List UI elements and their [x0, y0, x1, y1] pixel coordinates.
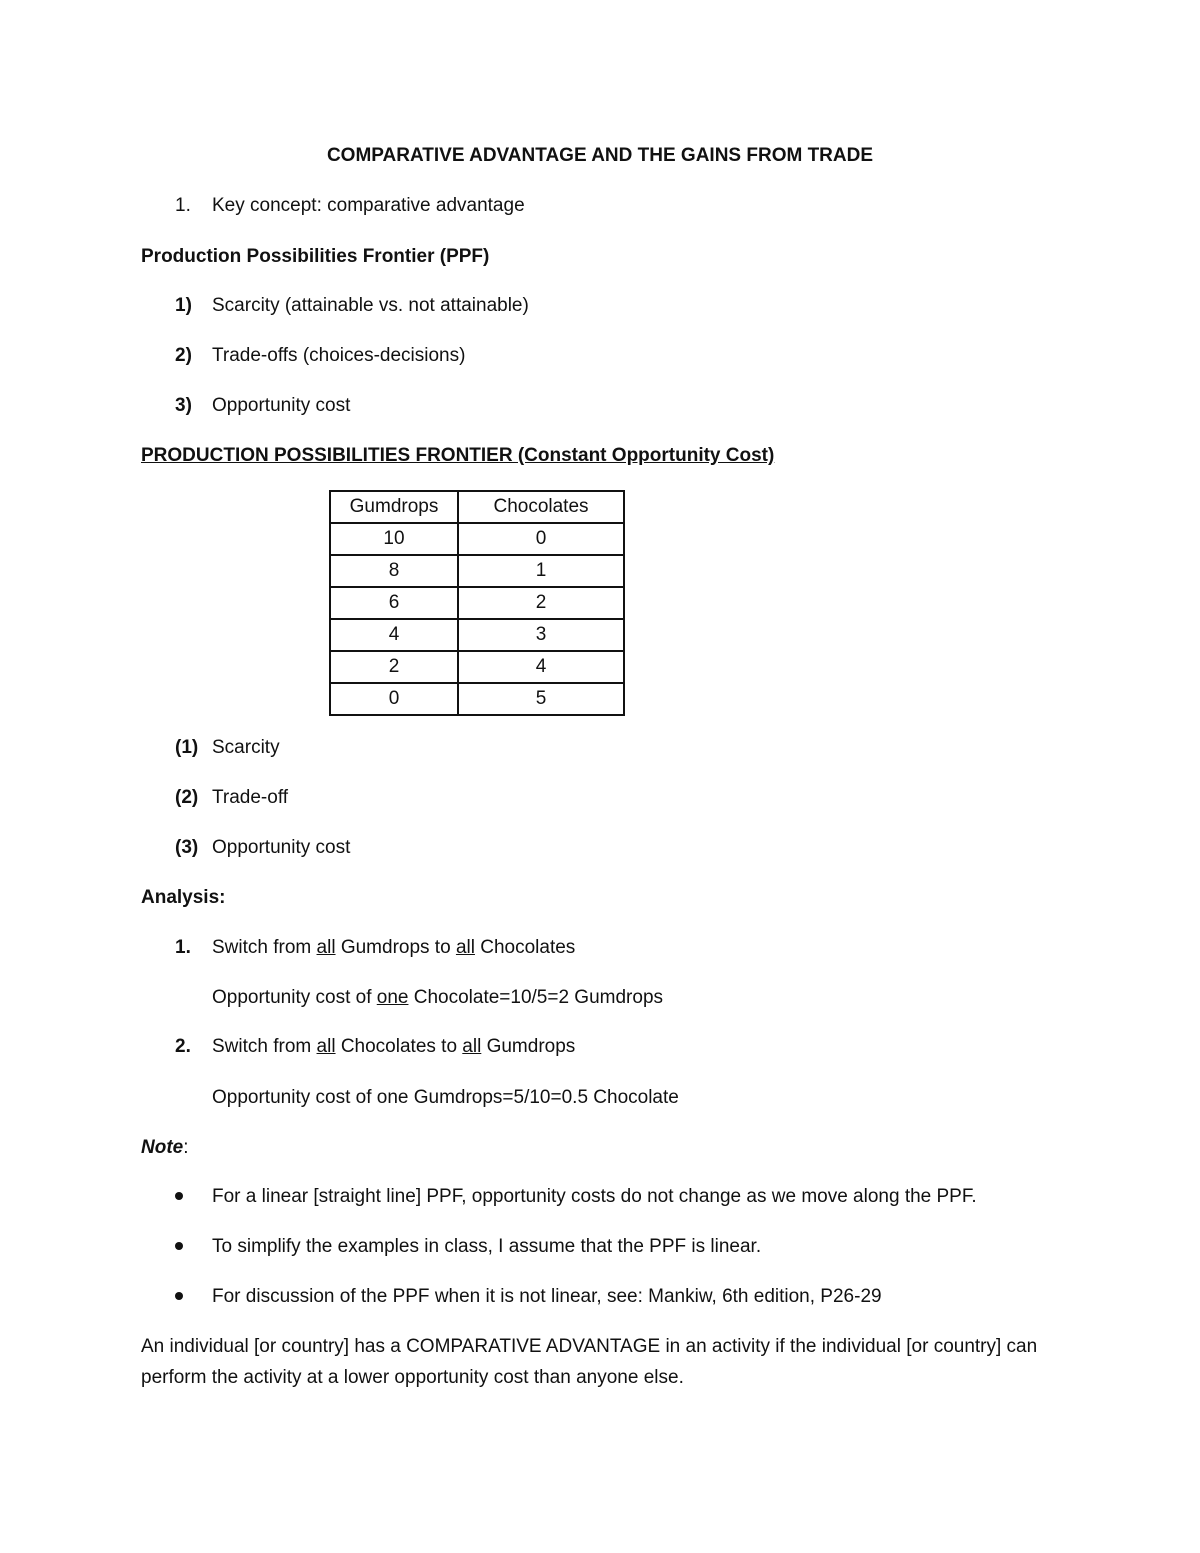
- table-row: [330, 651, 624, 683]
- underlined-word: all: [316, 937, 336, 958]
- table-row: [330, 683, 624, 715]
- bullet-icon: [175, 1292, 183, 1300]
- underlined-word: one: [376, 987, 409, 1008]
- ppf-item-number: 3): [175, 395, 192, 416]
- table-item-number: (2): [175, 787, 199, 808]
- table-row: [330, 587, 624, 619]
- note-bullet-text: To simplify the examples in class, I assume that the PPF is linear.: [212, 1236, 762, 1257]
- text-segment: Chocolates: [474, 937, 576, 958]
- text-segment: Gumdrops to: [335, 937, 456, 958]
- ppf-item-number: 2): [175, 345, 192, 366]
- analysis-item-number: 1.: [175, 937, 191, 958]
- analysis-item-number: 2.: [175, 1036, 191, 1057]
- table-header-row: [330, 491, 624, 523]
- text-segment: Switch from: [212, 937, 317, 958]
- table-row: [330, 619, 624, 651]
- table-item-text: Opportunity cost: [212, 837, 351, 858]
- ppf-item-text: Trade-offs (choices-decisions): [212, 345, 466, 366]
- table-item-text: Scarcity: [212, 737, 280, 758]
- table-row: [330, 523, 624, 555]
- note-colon: :: [183, 1137, 189, 1158]
- table-cell: 0: [330, 683, 458, 715]
- analysis-heading: Analysis:: [141, 887, 226, 908]
- underlined-word: all: [316, 1036, 336, 1057]
- table-cell: 2: [330, 651, 458, 683]
- underlined-word: all: [462, 1036, 482, 1057]
- table-cell: 0: [458, 523, 624, 555]
- analysis-item-detail: Opportunity cost of one Gumdrops=5/10=0.5 Chocolate: [212, 1087, 679, 1108]
- document-title: COMPARATIVE ADVANTAGE AND THE GAINS FROM TRADE: [326, 145, 874, 166]
- table-cell: 4: [330, 619, 458, 651]
- note-bullet-text: For discussion of the PPF when it is not linear, see: Mankiw, 6th edition, P26-29: [212, 1286, 882, 1307]
- text-segment: Gumdrops: [481, 1036, 576, 1057]
- ppf-table: [329, 490, 625, 716]
- table-cell: 8: [330, 555, 458, 587]
- ppf-item-number: 1): [175, 295, 192, 316]
- key-concept-number: 1.: [175, 195, 191, 216]
- table-item-text: Trade-off: [212, 787, 289, 808]
- text-segment: Opportunity cost of: [212, 987, 377, 1008]
- table-cell: 5: [458, 683, 624, 715]
- bullet-icon: [175, 1192, 183, 1200]
- underlined-word: all: [455, 937, 475, 958]
- note-heading: [141, 1136, 189, 1160]
- table-cell: 6: [330, 587, 458, 619]
- ppf-heading: Production Possibilities Frontier (PPF): [141, 246, 490, 267]
- table-row: [330, 555, 624, 587]
- key-concept-text: Key concept: comparative advantage: [212, 195, 525, 216]
- note-bullet-text: For a linear [straight line] PPF, opportunity costs do not change as we move along the PPF.: [212, 1186, 977, 1207]
- analysis-item-text: [212, 1035, 575, 1059]
- table-header-cell: Chocolates: [458, 491, 624, 523]
- analysis-item-detail: [212, 986, 663, 1010]
- ppf-item-text: Scarcity (attainable vs. not attainable): [212, 295, 529, 316]
- table-cell: 2: [458, 587, 624, 619]
- bullet-icon: [175, 1242, 183, 1250]
- ppf-item-text: Opportunity cost: [212, 395, 351, 416]
- table-header-cell: Gumdrops: [330, 491, 458, 523]
- table-cell: 4: [458, 651, 624, 683]
- text-segment: Chocolate=10/5=2 Gumdrops: [408, 987, 664, 1008]
- table-item-number: (1): [175, 737, 199, 758]
- table-cell: 3: [458, 619, 624, 651]
- table-cell: 10: [330, 523, 458, 555]
- table-item-number: (3): [175, 837, 199, 858]
- analysis-item-text: [212, 936, 575, 960]
- note-label: Note: [141, 1137, 184, 1158]
- definition-paragraph: An individual [or country] has a COMPARATIVE ADVANTAGE in an activity if the individual [or country] can perform the activity at a lower opportunity cost than anyone else.: [141, 1336, 1038, 1388]
- constant-cost-heading: PRODUCTION POSSIBILITIES FRONTIER (Constant Opportunity Cost): [141, 445, 775, 466]
- table-cell: 1: [458, 555, 624, 587]
- text-segment: Chocolates to: [335, 1036, 463, 1057]
- text-segment: Switch from: [212, 1036, 317, 1057]
